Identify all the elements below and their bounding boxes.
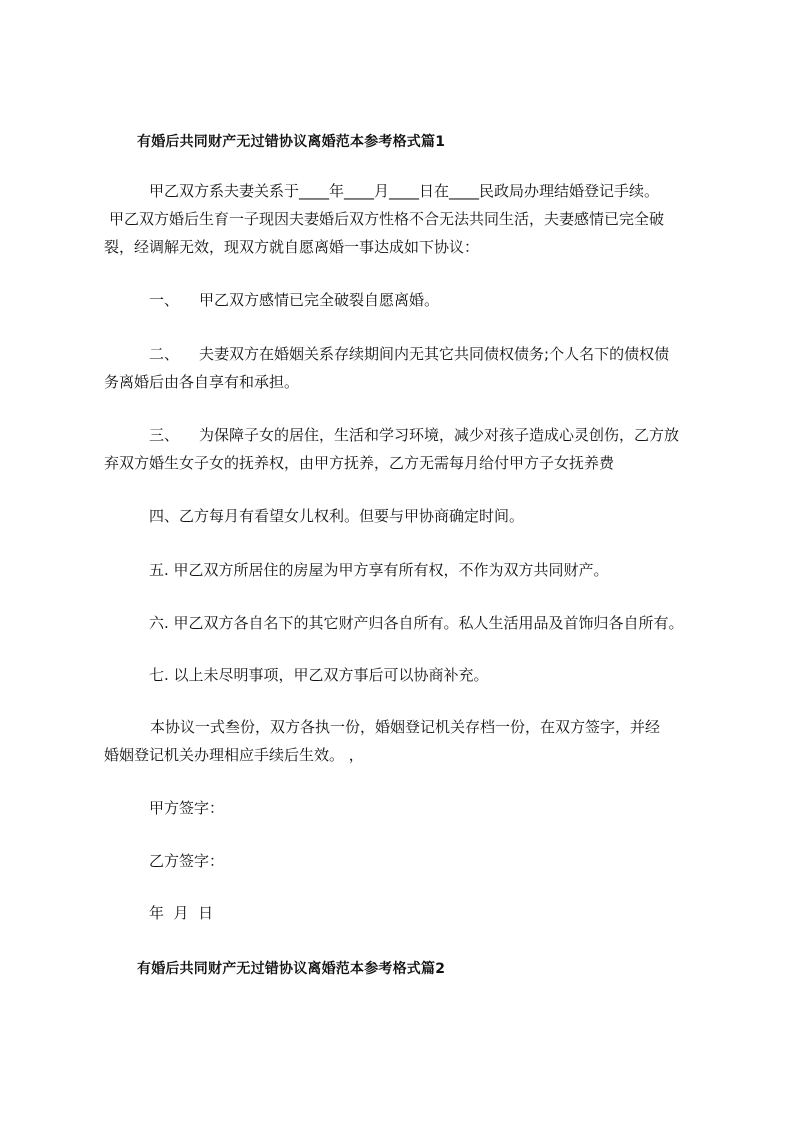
- intro-paragraph: [104, 177, 700, 261]
- closing-paragraph: [104, 713, 700, 769]
- clause-3-line-1: [104, 421, 700, 449]
- clause-2: [104, 340, 700, 396]
- clause-7: [104, 661, 700, 689]
- clause-3-number: 三、: [149, 426, 180, 444]
- clause-6: [104, 609, 700, 637]
- heading-part-1: 有婚后共同财产无过错协议离婚范本参考格式篇1: [137, 134, 446, 150]
- closing-line-1: 本协议一式叁份，双方各执一份，婚姻登记机关存档一份，在双方签字，并经: [150, 718, 661, 736]
- clause-2-line-2: 务离婚后由各自享有和承担。: [104, 373, 300, 391]
- clause-1-line: [104, 286, 700, 314]
- clause-5: [104, 556, 700, 584]
- signature-party-a-label: 甲方签字：: [149, 799, 225, 817]
- closing-line-2: 婚姻登记机关办理相应手续后生效。 ，: [104, 746, 364, 764]
- date-block: [104, 899, 700, 927]
- clause-5-line: 五. 甲乙双方所居住的房屋为甲方享有所有权，不作为双方共同财产。: [149, 561, 609, 579]
- clause-1-number: 一、: [149, 291, 180, 309]
- signature-party-a: [104, 794, 700, 822]
- intro-line-3: 裂，经调解无效，现双方就自愿离婚一事达成如下协议：: [104, 238, 480, 256]
- clause-1: [104, 286, 700, 314]
- clause-3-line-2: 弃双方婚生女子女的抚养权，由甲方抚养，乙方无需每月给付甲方子女抚养费: [104, 454, 615, 472]
- clause-7-line: 七. 以上未尽明事项，甲乙双方事后可以协商补充。: [149, 666, 489, 684]
- intro-line-2: 甲乙双方婚后生育一子现因夫妻婚后双方性格不合无法共同生活，夫妻感情已完全破: [109, 210, 665, 228]
- clause-1-text: 甲乙双方感情已完全破裂自愿离婚。: [199, 291, 440, 309]
- clause-4-line: 四、乙方每月有看望女儿权利。但要与甲协商确定时间。: [149, 507, 525, 525]
- date-line: 年 月 日: [149, 904, 214, 922]
- heading-part-2: 有婚后共同财产无过错协议离婚范本参考格式篇2: [137, 961, 446, 977]
- clause-4: [104, 502, 700, 530]
- clause-2-number: 二、: [149, 345, 180, 363]
- clause-2-line-1: [104, 340, 700, 368]
- signature-party-b-label: 乙方签字：: [149, 852, 225, 870]
- clause-3: [104, 421, 700, 477]
- signature-party-b: [104, 847, 700, 875]
- clause-2-text-1: 夫妻双方在婚姻关系存续期间内无其它共同债权债务;个人名下的债权债: [199, 345, 670, 363]
- clause-3-text-1: 为保障子女的居住，生活和学习环境，减少对孩子造成心灵创伤，乙方放: [199, 426, 680, 444]
- clause-6-line: 六. 甲乙双方各自名下的其它财产归各自所有。私人生活用品及首饰归各自所有。: [149, 614, 684, 632]
- intro-line-1: 甲乙双方系夫妻关系于____年____月____日在____民政局办理结婚登记手续。: [149, 182, 660, 200]
